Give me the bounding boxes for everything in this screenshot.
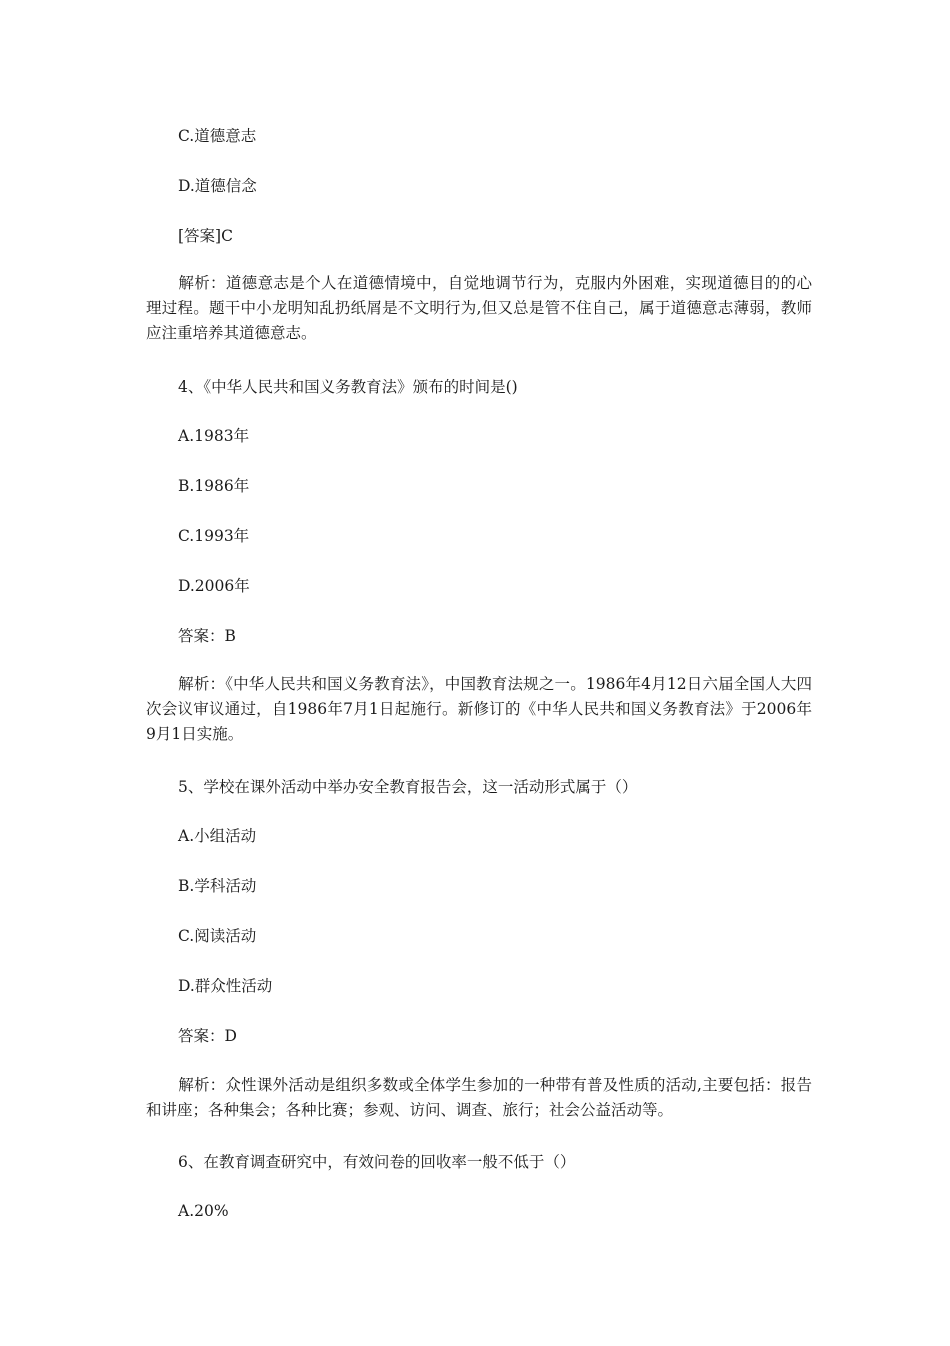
q5-option-b: B.学科活动 [178,877,257,895]
q4-option-b: B.1986年 [178,477,250,495]
explanation-q5 [146,1073,812,1123]
q5-option-c: C.阅读活动 [178,927,257,945]
q5-option-a: A.小组活动 [178,827,257,845]
q4-option-d: D.2006年 [178,577,250,595]
q4-option-a: A.1983年 [178,427,250,445]
q4-option-c: C.1993年 [178,527,250,545]
q6-option-a: A.20% [178,1202,229,1220]
option-c-moral-will: C.道德意志 [178,127,257,145]
answer-q5: 答案：D [178,1027,237,1045]
question-4: 4、《中华人民共和国义务教育法》颁布的时间是() [178,378,518,396]
explanation-q3-text: 解析：道德意志是个人在道德情境中，自觉地调节行为，克服内外困难，实现道德目的的心理过程。题干中小龙明知乱扔纸屑是不文明行为,但又总是管不住自己，属于道德意志薄弱，教师应注重培养其道德意志。 [146,274,812,342]
answer-q3: [答案]C [178,227,233,245]
q5-option-d: D.群众性活动 [178,977,273,995]
explanation-q4 [146,672,812,747]
explanation-q4-text: 解析：《中华人民共和国义务教育法》，中国教育法规之一。1986年4月12日六届全国人大四次会议审议通过，自1986年7月1日起施行。新修订的《中华人民共和国义务教育法》于2006年9月1日实施。 [146,675,812,743]
question-5: 5、学校在课外活动中举办安全教育报告会，这一活动形式属于（） [178,778,638,796]
option-d-moral-belief: D.道德信念 [178,177,257,195]
explanation-q3 [146,271,812,346]
explanation-q5-text: 解析：众性课外活动是组织多数或全体学生参加的一种带有普及性质的活动,主要包括：报告和讲座；各种集会；各种比赛；参观、访问、调查、旅行；社会公益活动等。 [146,1076,812,1119]
answer-q4: 答案：B [178,627,236,645]
question-6: 6、在教育调查研究中，有效问卷的回收率一般不低于（） [178,1153,576,1171]
